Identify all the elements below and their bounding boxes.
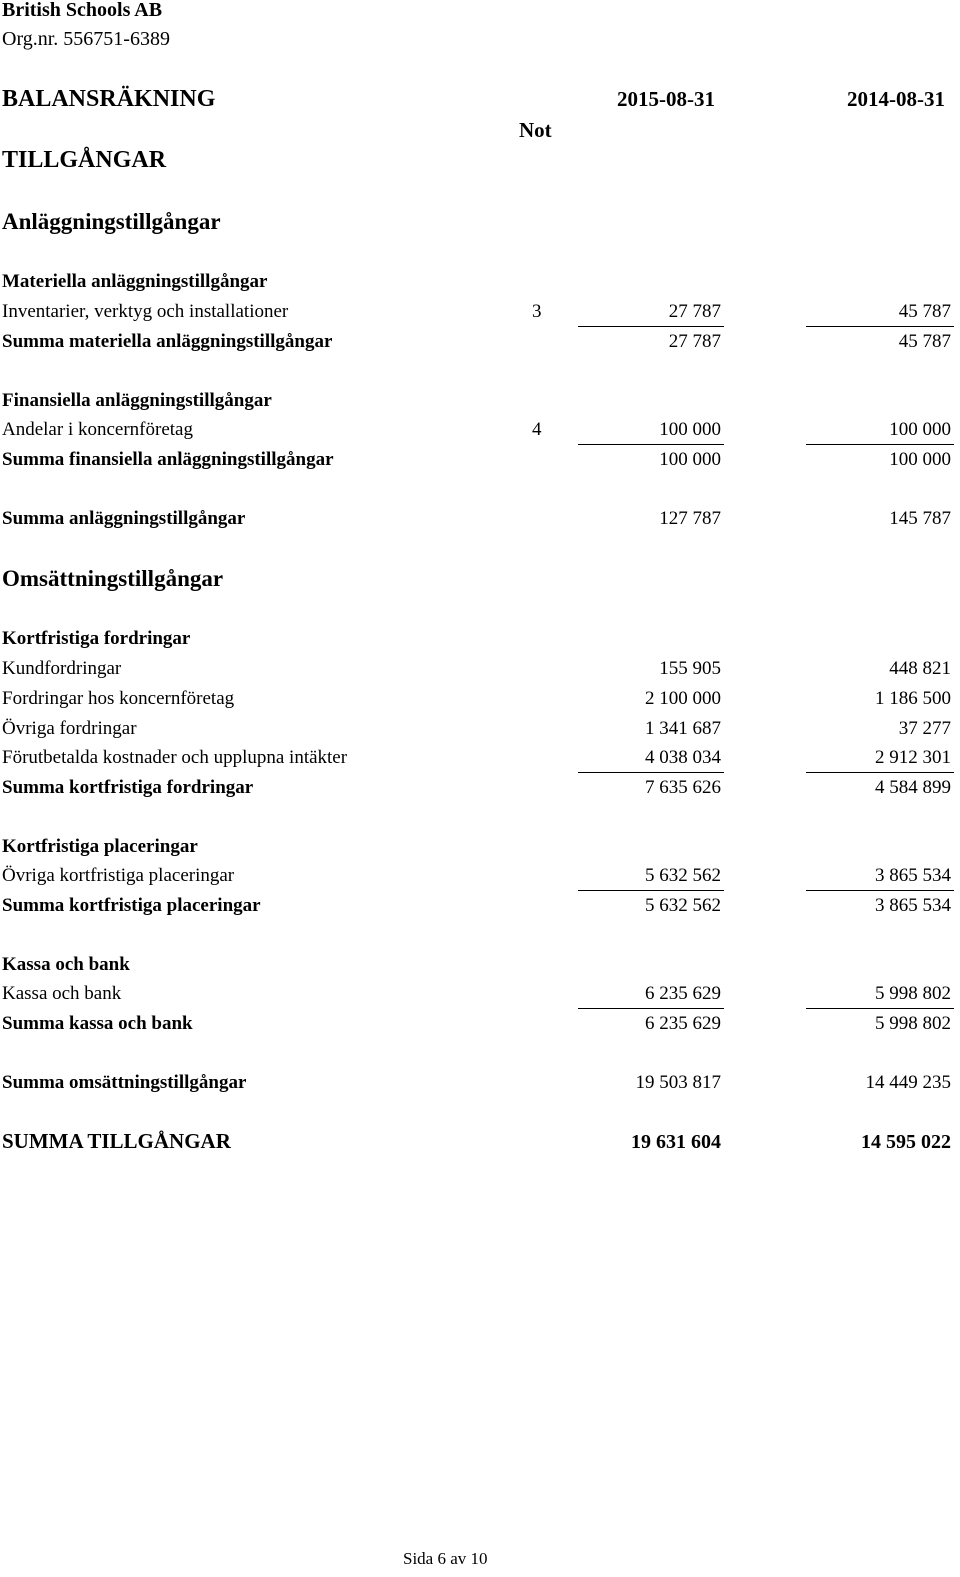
row-label-equipment: Inventarier, verktyg och installationer xyxy=(2,301,289,322)
sum-label-investments: Summa kortfristiga placeringar xyxy=(2,895,261,916)
value-2015-cash: 6 235 629 xyxy=(645,983,721,1004)
underline-2015 xyxy=(578,444,724,445)
total-assets-2014: 14 595 022 xyxy=(861,1131,951,1153)
total-assets-2015: 19 631 604 xyxy=(631,1131,721,1153)
column-header-note: Not xyxy=(519,118,552,142)
underline-2014 xyxy=(806,772,954,773)
sum-2015-fixed-assets: 127 787 xyxy=(659,508,721,529)
row-label-receivable: Kundfordringar xyxy=(2,658,122,679)
row-note-equipment: 3 xyxy=(532,301,542,322)
row-label-receivable: Förutbetalda kostnader och upplupna intäkter xyxy=(2,747,348,768)
page-number: Sida 6 av 10 xyxy=(403,1549,488,1568)
column-header-2015: 2015-08-31 xyxy=(617,87,715,111)
row-label-investments: Övriga kortfristiga placeringar xyxy=(2,865,235,886)
sum-2015-financial: 100 000 xyxy=(659,449,721,470)
sum-label-current-assets: Summa omsättningstillgångar xyxy=(2,1072,247,1093)
underline-2014 xyxy=(806,326,954,327)
underline-2014 xyxy=(806,444,954,445)
sum-2015-tangible: 27 787 xyxy=(668,331,721,352)
sum-2015-cash: 6 235 629 xyxy=(645,1013,721,1034)
total-assets-label: SUMMA TILLGÅNGAR xyxy=(2,1129,231,1153)
sum-2015-receivables: 7 635 626 xyxy=(645,777,721,798)
value-2014-receivable: 1 186 500 xyxy=(875,688,951,709)
row-label-group-shares: Andelar i koncernföretag xyxy=(2,419,193,440)
sum-label-receivables: Summa kortfristiga fordringar xyxy=(2,777,254,798)
current-assets-heading: Omsättningstillgångar xyxy=(2,566,224,591)
investments-heading: Kortfristiga placeringar xyxy=(2,836,198,857)
row-label-receivable: Fordringar hos koncernföretag xyxy=(2,688,235,709)
row-note-group-shares: 4 xyxy=(532,419,542,440)
value-2014-receivable: 37 277 xyxy=(898,718,951,739)
value-2015-investments: 5 632 562 xyxy=(645,865,721,886)
sum-2015-current-assets: 19 503 817 xyxy=(635,1072,721,1093)
row-label-cash: Kassa och bank xyxy=(2,983,122,1004)
receivables-heading: Kortfristiga fordringar xyxy=(2,628,191,649)
cash-heading: Kassa och bank xyxy=(2,954,130,975)
underline-2015 xyxy=(578,1008,724,1009)
value-2014-cash: 5 998 802 xyxy=(875,983,951,1004)
value-2014-group-shares: 100 000 xyxy=(889,419,951,440)
value-2014-investments: 3 865 534 xyxy=(875,865,951,886)
assets-heading: TILLGÅNGAR xyxy=(2,147,167,173)
tangible-assets-heading: Materiella anläggningstillgångar xyxy=(2,271,268,292)
underline-2015 xyxy=(578,890,724,891)
sum-2014-tangible: 45 787 xyxy=(898,331,951,352)
sum-label-financial: Summa finansiella anläggningstillgångar xyxy=(2,449,334,470)
column-header-2014: 2014-08-31 xyxy=(847,87,945,111)
financial-assets-heading: Finansiella anläggningstillgångar xyxy=(2,390,272,411)
sum-2014-investments: 3 865 534 xyxy=(875,895,951,916)
underline-2015 xyxy=(578,326,724,327)
company-name: British Schools AB xyxy=(2,0,163,21)
underline-2014 xyxy=(806,890,954,891)
value-2015-equipment: 27 787 xyxy=(668,301,721,322)
sum-2014-cash: 5 998 802 xyxy=(875,1013,951,1034)
fixed-assets-heading: Anläggningstillgångar xyxy=(2,209,221,234)
sum-2015-investments: 5 632 562 xyxy=(645,895,721,916)
sum-2014-receivables: 4 584 899 xyxy=(875,777,951,798)
sum-label-cash: Summa kassa och bank xyxy=(2,1013,193,1034)
value-2015-receivable: 1 341 687 xyxy=(645,718,721,739)
sum-2014-financial: 100 000 xyxy=(889,449,951,470)
value-2014-receivable: 448 821 xyxy=(889,658,951,679)
underline-2014 xyxy=(806,1008,954,1009)
value-2015-receivable: 155 905 xyxy=(659,658,721,679)
value-2015-receivable: 2 100 000 xyxy=(645,688,721,709)
value-2014-receivable: 2 912 301 xyxy=(875,747,951,768)
sum-2014-fixed-assets: 145 787 xyxy=(889,508,951,529)
underline-2015 xyxy=(578,772,724,773)
sum-label-fixed-assets: Summa anläggningstillgångar xyxy=(2,508,246,529)
value-2015-group-shares: 100 000 xyxy=(659,419,721,440)
org-number: Org.nr. 556751-6389 xyxy=(2,28,170,50)
page-title: BALANSRÄKNING xyxy=(2,86,216,112)
value-2015-receivable: 4 038 034 xyxy=(645,747,721,768)
sum-2014-current-assets: 14 449 235 xyxy=(865,1072,951,1093)
row-label-receivable: Övriga fordringar xyxy=(2,718,137,739)
sum-label-tangible: Summa materiella anläggningstillgångar xyxy=(2,331,333,352)
value-2014-equipment: 45 787 xyxy=(898,301,951,322)
